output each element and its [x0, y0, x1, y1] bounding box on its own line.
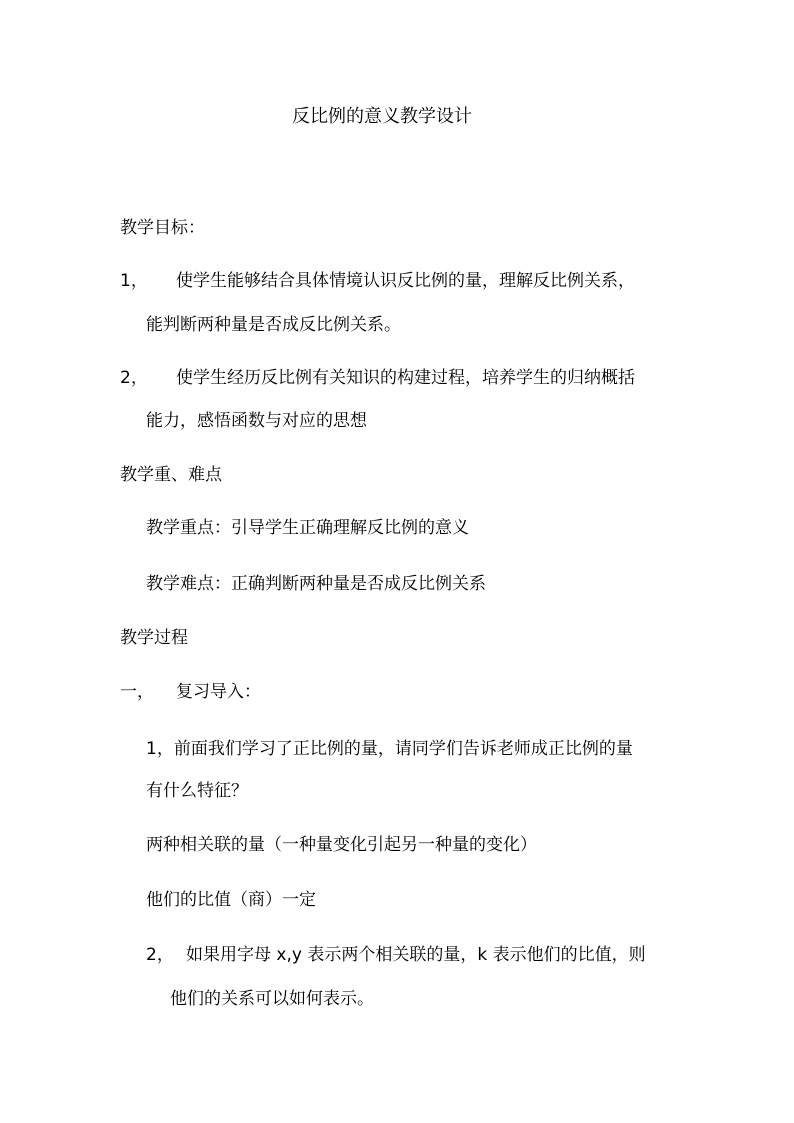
section-1-number: 一， — [120, 682, 154, 702]
answer-line-1: 两种相关联的量（一种量变化引起另一种量的变化） — [146, 835, 537, 855]
process-heading: 教学过程 — [120, 628, 188, 648]
question-1-line2: 有什么特征？ — [146, 781, 248, 801]
key-points-heading: 教学重、难点 — [120, 465, 222, 485]
objective-2-line1: 使学生经历反比例有关知识的构建过程，培养学生的归纳概括 — [176, 368, 635, 388]
teaching-difficulty: 教学难点：正确判断两种量是否成反比例关系 — [146, 574, 486, 594]
objective-1-number: 1， — [120, 271, 148, 291]
objectives-heading: 教学目标： — [120, 218, 205, 238]
teaching-focus: 教学重点：引导学生正确理解反比例的意义 — [146, 518, 469, 538]
objective-1-line1: 使学生能够结合具体情境认识反比例的量，理解反比例关系， — [176, 271, 635, 291]
question-2-line1: 如果用字母 x,y 表示两个相关联的量，k 表示他们的比值，则 — [186, 945, 646, 965]
objective-1-line2: 能判断两种量是否成反比例关系。 — [146, 315, 401, 335]
answer-line-2: 他们的比值（商）一定 — [146, 890, 316, 910]
question-2-number: 2， — [146, 945, 174, 965]
document-title: 反比例的意义教学设计 — [292, 106, 472, 127]
objective-2-number: 2， — [120, 368, 148, 388]
question-1-line1: 1，前面我们学习了正比例的量，请同学们告诉老师成正比例的量 — [146, 739, 633, 759]
objective-2-line2: 能力，感悟函数与对应的思想 — [146, 411, 367, 431]
section-1-title: 复习导入： — [176, 682, 261, 702]
question-2-line2: 他们的关系可以如何表示。 — [170, 989, 374, 1009]
